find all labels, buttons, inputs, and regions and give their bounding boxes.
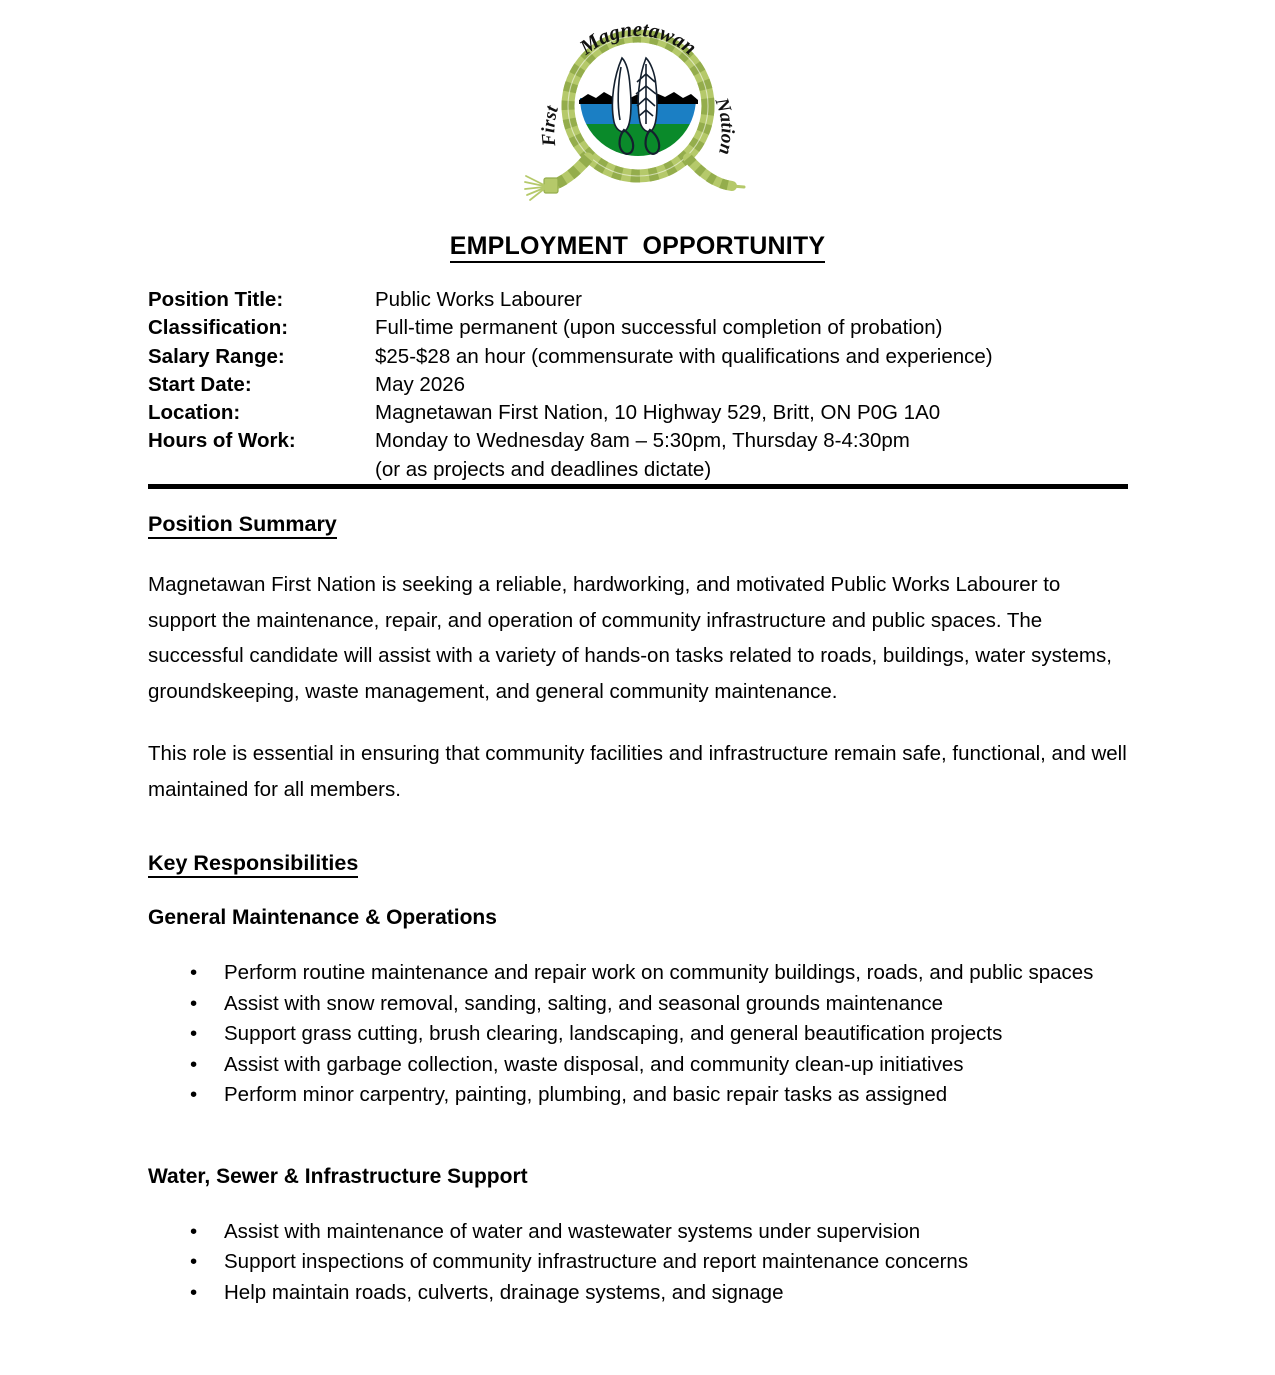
detail-value: Public Works Labourer: [375, 288, 582, 311]
list-item: [148, 958, 1130, 989]
bullet-icon: •: [190, 961, 198, 984]
section-heading-text: Position Summary: [148, 512, 337, 539]
subsection-heading-general-maintenance-operations: General Maintenance & Operations: [148, 906, 497, 929]
magnetawan-first-nation-logo: [518, 6, 758, 211]
detail-label: Location:: [148, 401, 241, 425]
list-item-text: Assist with maintenance of water and wastewater systems under supervision: [224, 1219, 921, 1243]
list-item-text: Assist with garbage collection, waste disposal, and community clean-up initiatives: [224, 1052, 964, 1076]
list-item-text: Support grass cutting, brush clearing, landscaping, and general beautification projects: [224, 1022, 1003, 1045]
detail-row-hours-of-work: [148, 427, 1138, 455]
logo-container: [0, 6, 1275, 211]
page-title: [0, 232, 1275, 261]
page-title-text: EMPLOYMENT OPPORTUNITY: [450, 232, 825, 263]
bullet-icon: •: [190, 1280, 198, 1304]
detail-value: Monday to Wednesday 8am – 5:30pm, Thursday 8-4:30pm: [375, 429, 910, 453]
bullet-icon: •: [190, 1083, 198, 1106]
detail-value: $25-$28 an hour (commensurate with qualifications and experience): [375, 344, 993, 368]
logo-arc-text-left: First: [537, 103, 563, 148]
position-summary-paragraph-1: Magnetawan First Nation is seeking a reliable, hardworking, and motivated Public Works Labourer to support the maintenance, repair, and operation of community infrastructure and public spaces. The successful candidate will assist with a variety of hands-on tasks related to roads, buildings, water systems, groundskeeping, waste management, and general community maintenance.: [148, 573, 1112, 703]
bullet-icon: •: [190, 1219, 198, 1243]
list-item: [148, 1217, 1130, 1248]
list-item-text: Perform minor carpentry, painting, plumbing, and basic repair tasks as assigned: [224, 1083, 948, 1106]
detail-value-hours-continuation: (or as projects and deadlines dictate): [375, 457, 712, 481]
position-summary-paragraph-2: This role is essential in ensuring that community facilities and infrastructure remain safe, functional, and well maintained for all members.: [148, 742, 1127, 801]
subsection-heading-water-sewer-infrastructure-support: Water, Sewer & Infrastructure Support: [148, 1164, 528, 1188]
bullet-icon: •: [190, 991, 198, 1015]
detail-label: Salary Range:: [148, 344, 285, 368]
list-item: [148, 1278, 1130, 1309]
list-item: [148, 989, 1130, 1020]
list-item: [148, 1247, 1130, 1278]
header-divider-rule: [148, 484, 1128, 489]
list-item: [148, 1050, 1130, 1081]
detail-value: May 2026: [375, 372, 466, 396]
document-body: [148, 512, 1130, 1338]
section-heading-position-summary: [148, 512, 1130, 537]
detail-row-classification: [148, 314, 1138, 342]
detail-row-salary-range: [148, 343, 1138, 371]
list-item-text: Perform routine maintenance and repair work on community buildings, roads, and public spaces: [224, 961, 1094, 984]
section-heading-text: Key Responsibilities: [148, 851, 358, 878]
detail-label: Position Title:: [148, 288, 284, 311]
detail-row-position-title: [148, 286, 1138, 314]
detail-value: Full-time permanent (upon successful completion of probation): [375, 316, 943, 340]
responsibility-list-water-sewer-infrastructure: [148, 1217, 1130, 1309]
bullet-icon: •: [190, 1052, 198, 1076]
position-details-block: [148, 286, 1138, 484]
detail-label: Start Date:: [148, 372, 252, 396]
logo-arc-text-right: Nation: [710, 95, 738, 157]
detail-row-location: [148, 399, 1138, 427]
detail-label: Hours of Work:: [148, 429, 296, 453]
detail-row-start-date: [148, 371, 1138, 399]
list-item-text: Support inspections of community infrastructure and report maintenance concerns: [224, 1250, 969, 1273]
detail-value: Magnetawan First Nation, 10 Highway 529, Britt, ON P0G 1A0: [375, 401, 941, 425]
list-item: [148, 1080, 1130, 1111]
list-item-text: Assist with snow removal, sanding, salting, and seasonal grounds maintenance: [224, 991, 944, 1015]
detail-label: Classification:: [148, 316, 289, 340]
logo-arc-text-top: Magnetawan: [574, 16, 701, 60]
list-item: [148, 1019, 1130, 1050]
responsibility-list-general-maintenance: [148, 958, 1130, 1111]
list-item-text: Help maintain roads, culverts, drainage systems, and signage: [224, 1280, 784, 1304]
section-heading-key-responsibilities: [148, 851, 1130, 876]
bullet-icon: •: [190, 1022, 198, 1045]
bullet-icon: •: [190, 1250, 198, 1273]
